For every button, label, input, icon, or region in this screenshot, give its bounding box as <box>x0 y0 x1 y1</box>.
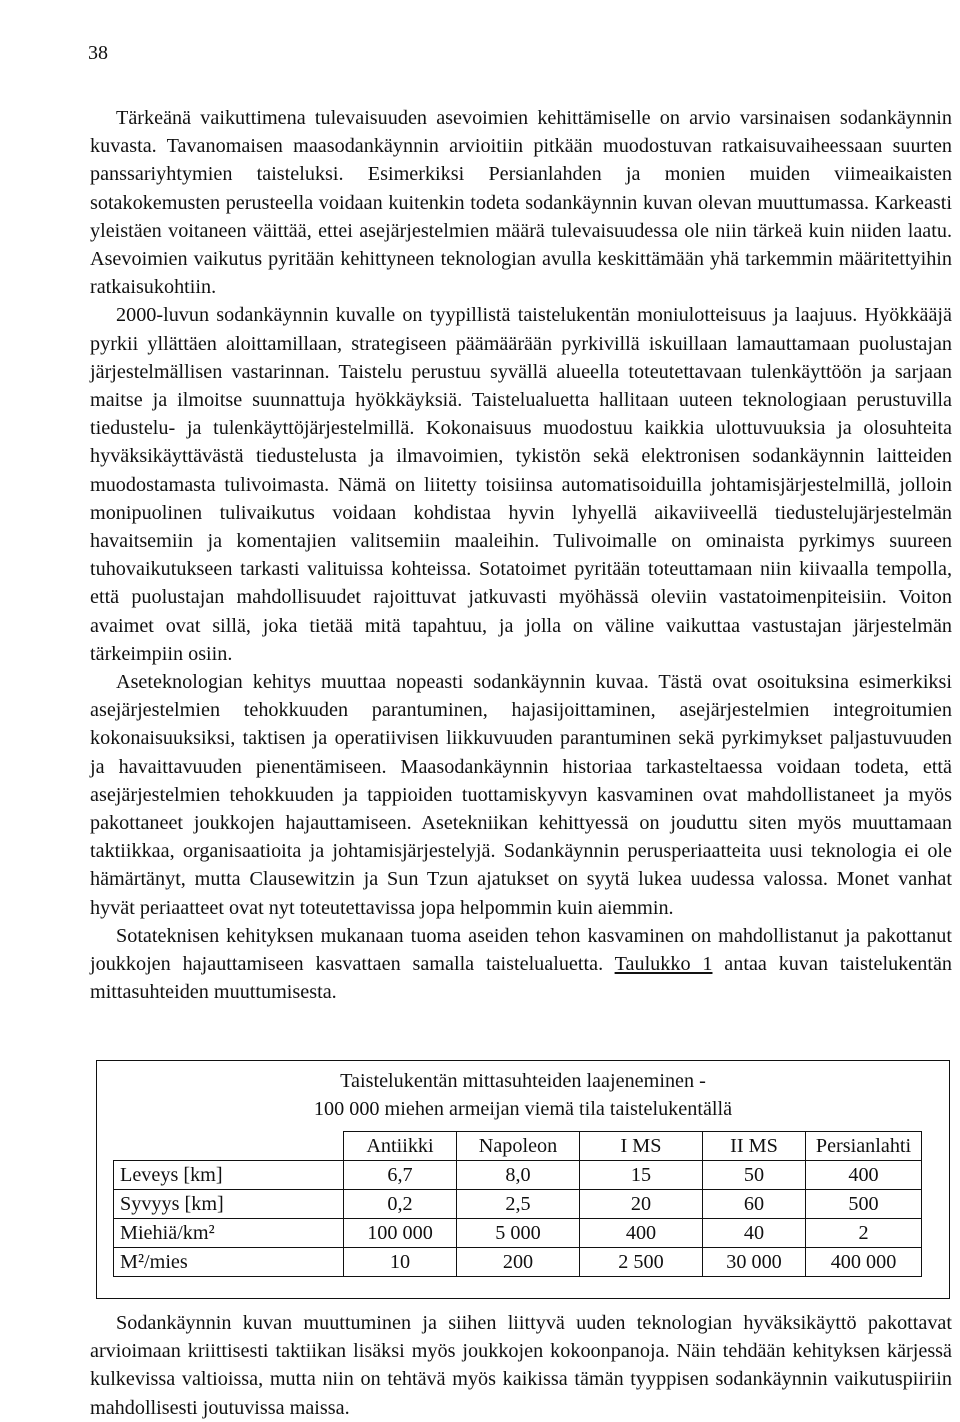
table-header-row <box>114 1132 922 1161</box>
table-cell: 8,0 <box>457 1161 580 1190</box>
paragraph: Tärkeänä vaikuttimena tulevaisuuden asevoimien kehittämiselle on arvio varsinaisen sodankäynnin kuvasta. Tavanomaisen maasodankäynnin arvioitiin pitkään muodostuvan ratkaisuvaiheessaan suurten panssariyhtymien taisteluksi. Esimerkiksi Persianlahden ja monien muiden viimeaikaisten sotakokemusten perusteella voidaan kuitenkin todeta sodankäynnin kuvan olevan muuttumassa. Karkeasti yleistäen voitaneen väittää, ettei asejärjestelmien määrä tulevaisuudessa ole niin tärkeä kuin niiden laatu. Asevoimien vaikutus pyritään kehittyneen teknologian avulla keskittämään yhä tarkemmin määritettyihin ratkaisukohtiin. <box>90 107 952 299</box>
row-header: Leveys [km] <box>114 1161 344 1190</box>
table-cell: 400 <box>580 1219 703 1248</box>
table-row <box>114 1190 922 1219</box>
table-cell: 50 <box>703 1161 806 1190</box>
row-header: Miehiä/km² <box>114 1219 344 1248</box>
table-row <box>114 1161 922 1190</box>
table-row <box>114 1219 922 1248</box>
paragraph: 2000-luvun sodankäynnin kuvalle on tyypillistä taistelukentän moniulotteisuus ja laajuus. Hyökkääjä pyrkii yllättäen aloittamillaan, strategiseen päämäärään pyrkivillä iskuillaan lamauttamaan puolustajan järjestelmällisen vastarinnan. Taistelu perustuu syvällä alueella toteutettavaan tulenkäyttöön ja sarjaan maitse ja ilmoitse suunnattuja hyökkäyksiä. Taistelualuetta hallitaan uuteen teknologiaan perustuvilla tiedustelu- ja tulenkäyttöjärjestelmillä. Kokonaisuus muodostuu kaikkia ulottuvuuksia ja olosuhteita hyväksikäyttävästä tiedustelusta ja ilmavoimien, tykistön sekä elektronisen sodankäynnin laitteiden muodostamasta tulivoimasta. Nämä on liitetty toisiinsa automatisoiduilla johtamisjärjestelmillä, jolloin monipuolinen tulivaikutus voidaan kohdistaa hyvin lyhyellä aikaviiveellä tiedustelujärjestelmän havaitsemiin ja komentajien valitsemiin maaleihin. Tulivoimalle on ominaista pyrkimys suureen tuhovaikutukseen tarkasti valituissa kohteissa. Sotatoimet pyritään toteuttamaan niin kiivaalla tempolla, että puolustajan mahdollisuudet rajoittuvat jatkuvasti myöhässä oleviin vastatoimenpiteisiin. Voiton avaimet ovat sillä, joka tietää mitä tapahtuu, ja jolla on väline vaikuttaa vastustajan järjestelmän tärkeimpiin osiin. <box>90 304 952 665</box>
table-cell: 10 <box>344 1248 457 1277</box>
table-reference-link[interactable]: Taulukko 1 <box>614 953 713 976</box>
table-cell: 100 000 <box>344 1219 457 1248</box>
column-header: Napoleon <box>457 1132 580 1161</box>
page-number: 38 <box>88 42 108 64</box>
paragraph-text-tail: antaa kuvan taistelukentän mittasuhteiden muuttumisesta. <box>90 953 952 1004</box>
table-caption <box>97 1067 949 1123</box>
table-cell: 40 <box>703 1219 806 1248</box>
caption-line: 100 000 miehen armeijan viemä tila taistelukentällä <box>313 1098 733 1120</box>
closing-text <box>90 1309 952 1422</box>
table-cell: 15 <box>580 1161 703 1190</box>
paragraph <box>90 922 952 1007</box>
paragraph-text: Sotateknisen kehityksen mukanaan tuoma aseiden tehon kasvaminen on mahdollistanut ja pakottanut joukkojen hajauttamiseen kasvattaen samalla taistelualuetta. <box>90 924 952 976</box>
paragraph: Aseteknologian kehitys muuttaa nopeasti sodankäynnin kuvaa. Tästä ovat osoituksina esimerkiksi asejärjestelmien tehokkuuden parantuminen, hajasijoittaminen, asejärjestelmien integroitumien kokonaisuuksiksi, taktisen ja operatiivisen liikkuvuuden parantuminen sekä pyrkimykset paljastuvuuden ja havaittavuuden pienentämiseen. Maasodankäynnin historiaa tarkasteltaessa voidaan todeta, että asejärjestelmien tehokkuuden ja tappioiden tuottamiskyvyn kasvaminen ovat mahdollistaneet ja myös pakottaneet joukkojen hajauttamiseen. Asetekniikan kehittyessä on jouduttu siten myös muuttamaan taktiikkaa, organisaatioita ja johtamisjärjestelyjä. Sodankäynnin perusperiaatteita uusi teknologia ei ole hämärtänyt, mutta Clausewitzin ja Sun Tzun ajatukset on syytä lukea uudessa valossa. Monet vanhat hyvät periaatteet ovat nyt toteutettavissa jopa helpommin kuin aiemmin. <box>90 671 952 919</box>
table-cell: 500 <box>806 1190 922 1219</box>
table-row <box>114 1248 922 1277</box>
caption-line: Taistelukentän mittasuhteiden laajeneminen - <box>340 1070 706 1092</box>
table-cell: 2 500 <box>580 1248 703 1277</box>
table-cell: 400 000 <box>806 1248 922 1277</box>
table-corner-cell <box>114 1132 344 1161</box>
table-cell: 2,5 <box>457 1190 580 1219</box>
table-cell: 6,7 <box>344 1161 457 1190</box>
table-cell: 200 <box>457 1248 580 1277</box>
column-header: Antiikki <box>344 1132 457 1161</box>
column-header: I MS <box>580 1132 703 1161</box>
table-cell: 30 000 <box>703 1248 806 1277</box>
paragraph: Sodankäynnin kuvan muuttuminen ja siihen liittyvä uuden teknologian hyväksikäyttö pakottavat arvioimaan kriittisesti taktiikan lisäksi myös joukkojen kokoonpanoja. Näin tehdään kehityksen kärjessä kulkevissa valtioissa, mutta niin on tehtävä myös kaikissa tämän tyyppisen sodankäynnin vaikutuspiiriin mahdollisesti joutuvissa maissa. <box>90 1312 952 1419</box>
column-header: Persianlahti <box>806 1132 922 1161</box>
table-cell: 20 <box>580 1190 703 1219</box>
data-table <box>113 1131 922 1277</box>
table-cell: 2 <box>806 1219 922 1248</box>
table-figure <box>96 1060 950 1299</box>
table-cell: 0,2 <box>344 1190 457 1219</box>
row-header: Syvyys [km] <box>114 1190 344 1219</box>
body-text <box>90 104 952 1007</box>
column-header: II MS <box>703 1132 806 1161</box>
row-header: M²/mies <box>114 1248 344 1277</box>
table-cell: 5 000 <box>457 1219 580 1248</box>
table-cell: 400 <box>806 1161 922 1190</box>
table-cell: 60 <box>703 1190 806 1219</box>
